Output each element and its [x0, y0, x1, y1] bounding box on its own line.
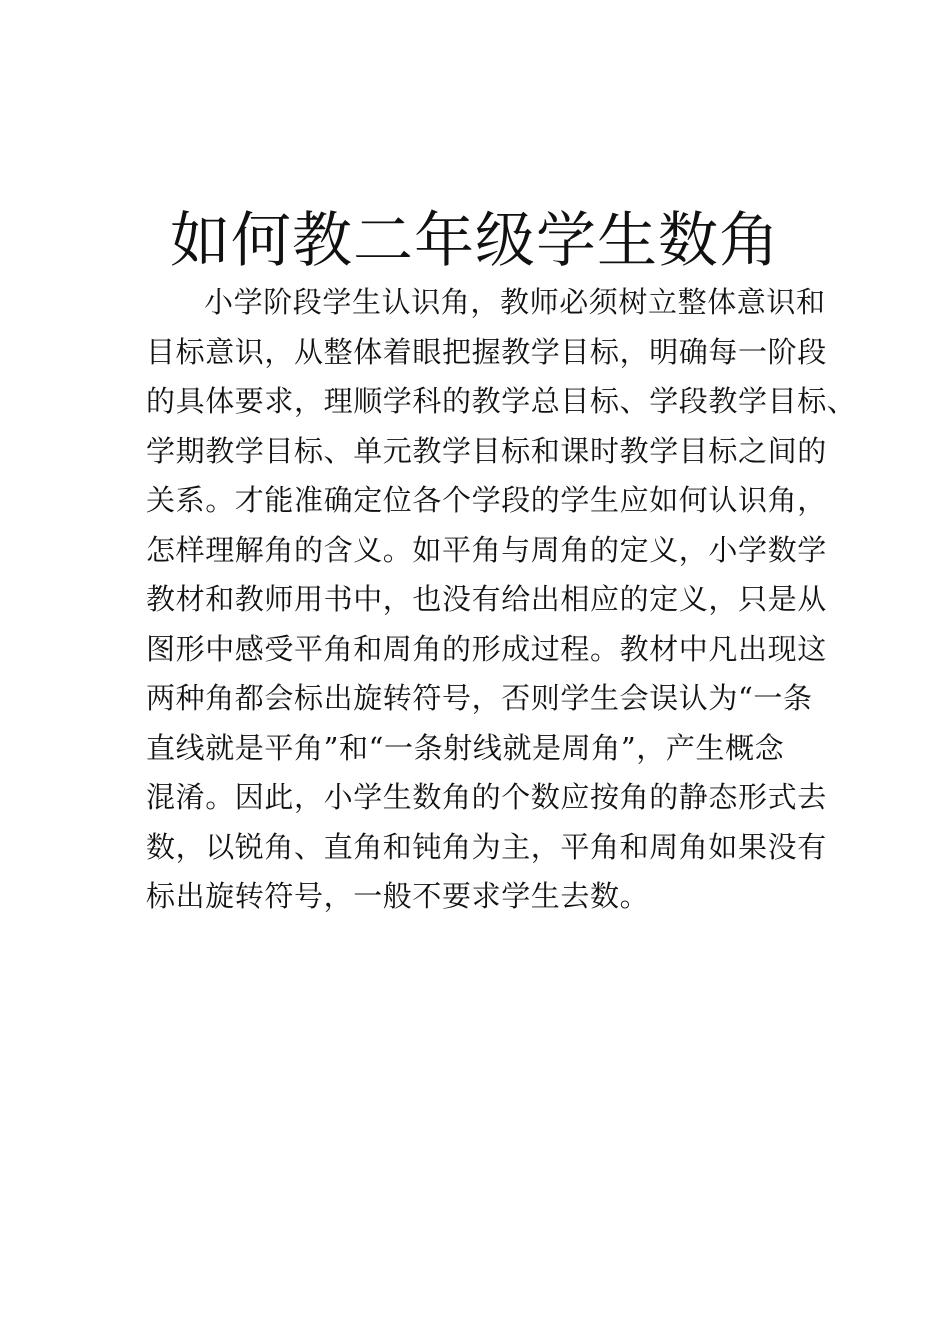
document-body-paragraph — [146, 278, 857, 922]
paragraph-line: 数，以锐角、直角和钝角为主，平角和周角如果没有 — [146, 829, 827, 864]
paragraph-line: 关系。才能准确定位各个学段的学生应如何认识角， — [146, 483, 827, 517]
paragraph-line: 教材和教师用书中，也没有给出相应的定义，只是从 — [146, 582, 827, 616]
paragraph-line: 的具体要求，理顺学科的教学总目标、学段教学目标、 — [146, 384, 857, 418]
paragraph-line: 怎样理解角的含义。如平角与周角的定义，小学数学 — [146, 532, 827, 567]
paragraph-line: 标出旋转符号，一般不要求学生去数。 — [146, 879, 650, 913]
paragraph-line: 混淆。因此，小学生数角的个数应按角的静态形式去 — [146, 780, 827, 814]
paragraph-line: 图形中感受平角和周角的形成过程。教材中凡出现这 — [146, 631, 827, 666]
paragraph-line: 小学阶段学生认识角，教师必须树立整体意识和 — [204, 285, 826, 319]
paragraph-line: 直线就是平角”和“一条射线就是周角”，产生概念 — [146, 730, 785, 765]
paragraph-line: 两种角都会标出旋转符号，否则学生会误认为“一条 — [146, 681, 813, 715]
paragraph-line: 学期教学目标、单元教学目标和课时教学目标之间的 — [146, 433, 827, 468]
document-title: 如何教二年级学生数角 — [170, 206, 780, 276]
paragraph-line: 目标意识，从整体着眼把握教学目标，明确每一阶段 — [146, 334, 827, 369]
